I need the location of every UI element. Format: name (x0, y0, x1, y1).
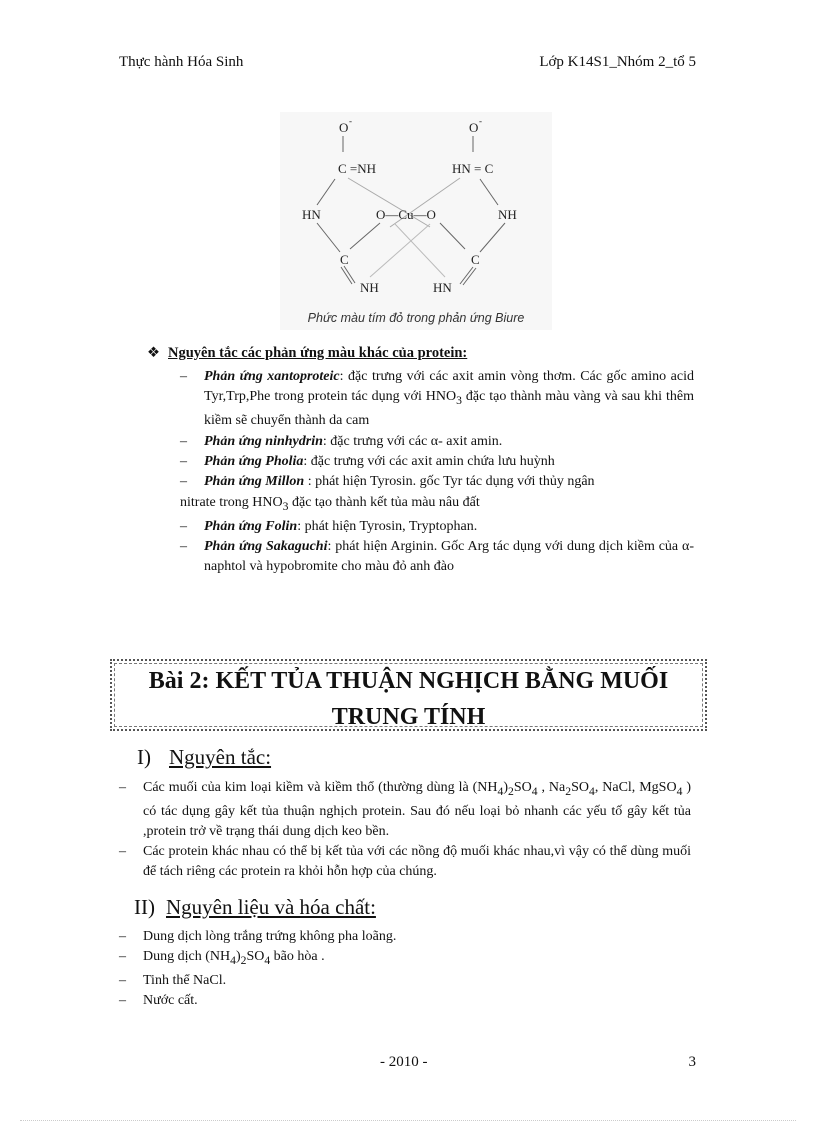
text-run: SO (513, 780, 532, 795)
section-title: Nguyên tắc: (169, 745, 272, 769)
page-bottom-divider (20, 1120, 796, 1121)
nh-bottom-left-label: NH (360, 280, 379, 295)
dash-bullet: – (119, 949, 126, 964)
text-run: Nước cất. (143, 992, 198, 1008)
list-item (119, 971, 691, 991)
dash-bullet: – (180, 453, 187, 469)
text-run: Tinh thể NaCl. (143, 972, 227, 988)
section1-heading (137, 745, 271, 770)
page-number: 3 (688, 1054, 696, 1070)
charge-right-label: - (479, 116, 482, 126)
reaction-text: : phát hiện Tyrosin, Tryptophan. (297, 518, 478, 534)
reaction-text: : đặc trưng với các axit amin vòng thơm. Các gốc amino acid Tyr,Trp,Phe trong protein tác dụng với HNO (204, 369, 694, 405)
diagram-caption: Phức màu tím đỏ trong phản ứng Biure (307, 311, 525, 325)
dash-bullet: – (119, 972, 126, 988)
subscript: 4 (531, 784, 538, 798)
section1-list (119, 778, 691, 882)
list-item (119, 927, 691, 947)
oxygen-left-label: O (339, 120, 349, 135)
principles-title: Nguyên tắc các phản ứng màu khác của protein: (168, 345, 468, 361)
section-title: Nguyên liệu và hóa chất: (166, 895, 376, 919)
c-nh-left-label: C =NH (338, 161, 377, 176)
section-number: II) (134, 895, 155, 919)
reaction-name: Phản ứng ninhydrin (204, 433, 323, 449)
footer-year: - 2010 - (380, 1054, 428, 1070)
reaction-tail: đặc tạo thành màu vàng và sau khi thêm kiềm sẽ chuyển thành da cam (204, 389, 694, 429)
dash-bullet: – (180, 518, 187, 534)
text-run: , Na (537, 780, 566, 795)
dash-bullet: – (119, 780, 126, 795)
dash-bullet: – (119, 992, 126, 1008)
reaction-cont: nitrate trong HNO (180, 494, 283, 510)
nh-right-label: NH (498, 207, 517, 222)
text-run: Các protein khác nhau có thể bị kết tủa với các nồng độ muối khác nhau,vì vậy có thể dùng muối để tách riêng các protein ra khỏi hỗn hợp của chúng. (143, 843, 691, 879)
subscript: 4 (676, 784, 683, 798)
oxygen-right-label: O (469, 120, 479, 135)
reaction-tail: đặc tạo thành kết tủa màu nâu đất (288, 494, 480, 510)
c-bottom-left-label: C (340, 252, 349, 267)
subscript: 4 (230, 953, 236, 967)
header-left: Thực hành Hóa Sinh (119, 54, 244, 70)
list-item (180, 367, 694, 432)
reaction-name: Phản ứng Millon (204, 474, 305, 490)
charge-left-label: - (349, 116, 352, 126)
subscript: 2 (240, 953, 247, 967)
subscript: 3 (456, 394, 462, 408)
hn-left-label: HN (302, 207, 321, 222)
list-item (180, 472, 694, 516)
list-item (180, 537, 694, 578)
principles-heading (147, 345, 467, 362)
list-item (180, 517, 694, 537)
dash-bullet: – (119, 843, 126, 859)
reaction-name: Phản ứng Pholia (204, 453, 304, 469)
hn-bottom-right-label: HN (433, 280, 452, 295)
list-item (180, 452, 694, 472)
text-run: Các muối của kim loại kiềm và kiềm thổ (thường dùng là (NH (143, 780, 498, 795)
section2-list (119, 927, 691, 1011)
section-number: I) (137, 745, 151, 769)
reaction-name: Phản ứng Sakaguchi (204, 538, 328, 554)
lesson-title-line2: TRUNG TÍNH (331, 704, 486, 730)
reaction-name: Phản ứng xantoproteic (204, 369, 340, 384)
copper-center-label: O—Cu—O (376, 207, 436, 222)
c-bottom-right-label: C (471, 252, 480, 267)
header-right: Lớp K14S1_Nhóm 2_tổ 5 (539, 54, 696, 70)
section2-heading (134, 895, 376, 920)
reaction-text: : phát hiện Arginin. Gốc Arg tác dụng với dung dịch kiềm của α-naphtol và hypobromite cho màu đỏ anh đào (204, 538, 694, 575)
list-item (180, 432, 694, 452)
reaction-text: : phát hiện Tyrosin. gốc Tyr tác dụng với thủy ngân (304, 474, 595, 490)
dash-bullet: – (180, 433, 187, 449)
biuret-complex-diagram (280, 112, 552, 330)
reaction-name: Phản ứng Folin (204, 518, 298, 534)
text-run: SO (571, 780, 589, 795)
reaction-list (180, 367, 694, 578)
subscript: 4 (264, 953, 271, 967)
reaction-text: : đặc trưng với các α- axit amin. (322, 433, 503, 449)
subscript: 2 (565, 784, 572, 798)
subscript: 3 (282, 499, 289, 513)
star-bullet-icon: ❖ (147, 345, 160, 361)
dash-bullet: – (180, 538, 187, 554)
dash-bullet: – (119, 929, 126, 944)
text-run: ) (235, 949, 241, 964)
subscript: 2 (508, 784, 514, 798)
list-item (119, 842, 691, 882)
list-item (119, 778, 691, 842)
dash-bullet: – (180, 369, 187, 384)
text-run: bão hòa . (270, 949, 325, 964)
text-run: ) có tác dụng gây kết tủa thuận nghịch protein. Sau đó nếu loại bỏ nhanh các yếu tố gây kết tủa ,protein trở về trạng thái dung dịch keo bền. (143, 780, 691, 839)
text-run: ) (503, 780, 508, 795)
reaction-text: : đặc trưng với các axit amin chứa lưu huỳnh (303, 453, 555, 469)
lesson-title-box (110, 659, 707, 731)
text-run: Dung dịch lòng trắng trứng không pha loãng. (143, 929, 397, 944)
subscript: 4 (588, 784, 595, 798)
list-item (119, 947, 691, 971)
subscript: 4 (497, 784, 504, 798)
text-run: , NaCl, MgSO (594, 780, 677, 795)
lesson-title-line1: Bài 2: KẾT TỦA THUẬN NGHỊCH BẰNG MUỐI (148, 668, 669, 694)
text-run: SO (246, 949, 265, 964)
dash-bullet: – (180, 474, 187, 490)
hn-c-right-label: HN = C (452, 161, 494, 176)
list-item (119, 991, 691, 1011)
text-run: Dung dịch (NH (143, 949, 231, 964)
